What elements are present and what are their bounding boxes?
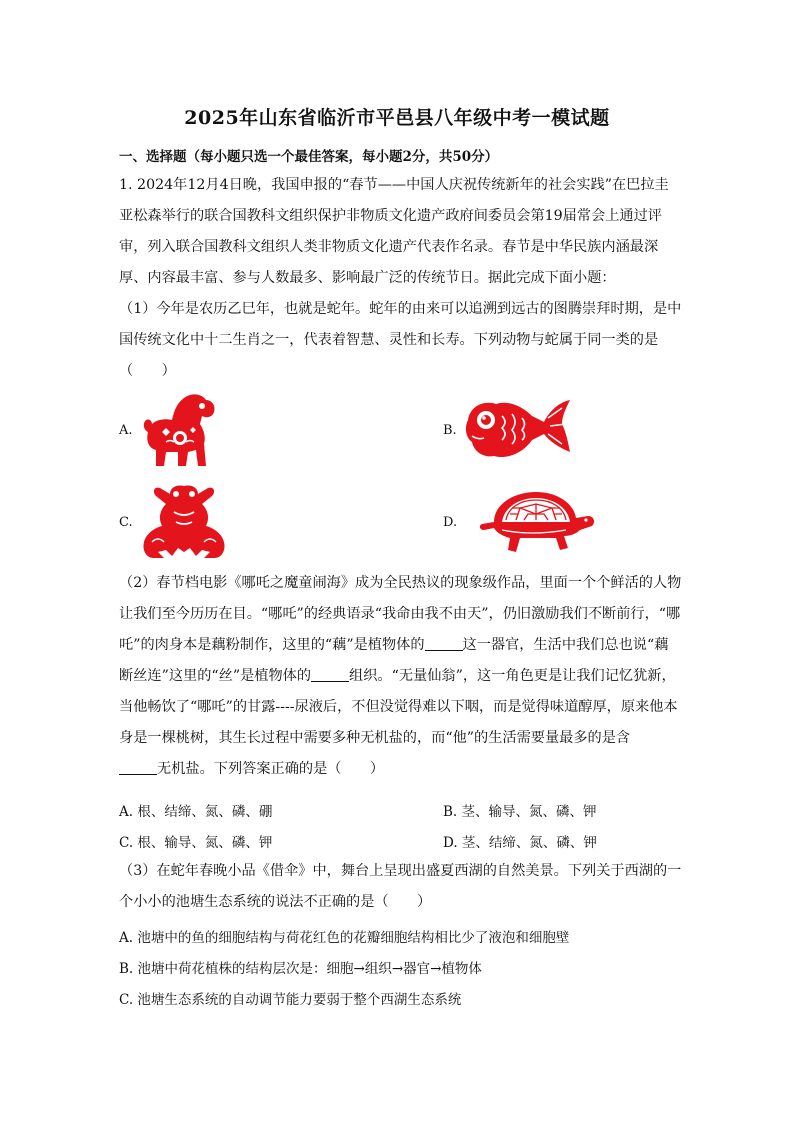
choice-a: A. 根、结缔、氮、磷、硼 [119,804,273,820]
text-segment: 吒”的肉身本是藕粉制作，这里的“藕”是植物体的 [119,637,425,653]
papercut-dog-image [140,392,220,470]
section-heading: 一、选择题（每小题只选一个最佳答案，每小题2分，共50分） [119,149,499,165]
option-b-label: B. [443,423,457,438]
choice-d: D. 茎、结缔、氮、磷、钾 [443,835,597,851]
choice-c: C. 池塘生态系统的自动调节能力要弱于整个西湖生态系统 [119,992,462,1008]
choice-b: B. 茎、输导、氮、磷、钾 [443,804,597,820]
text-line [119,754,679,785]
text-line: 国传统文化中十二生肖之一，代表着智慧、灵性和长寿。下列动物与蛇属于同一类的是 [119,332,659,348]
papercut-fish-image [462,396,574,464]
text-segment: 组织。“无量仙翁”，这一角色更是让我们记忆犹新， [349,668,676,684]
answer-blank [311,667,349,682]
question-1-intro [119,170,682,387]
text-line: 当他畅饮了“哪吒”的甘露----尿液后，不但没觉得难以下咽，而是觉得味道醇厚，原来他本 [119,699,678,715]
question-1-sub3 [119,856,682,918]
text-line: 1. 2024年12月4日晚，我国申报的“春节——中国人庆祝传统新年的社会实践”在巴拉圭 [119,177,669,193]
choice-c: C. 根、输导、氮、磷、钾 [119,835,273,851]
papercut-frog-image [138,482,230,564]
page-title: 2025年山东省临沂市平邑县八年级中考一模试题 [184,107,610,129]
text-line: （3）在蛇年春晚小品《借伞》中，舞台上呈现出盛夏西湖的自然美景。下列关于西湖的一 [119,863,682,879]
text-line: （2）春节档电影《哪吒之魔童闹海》成为全民热议的现象级作品，里面一个个鲜活的人物 [119,575,682,591]
option-c-label: C. [119,515,133,530]
text-line: （ ） [119,363,176,379]
text-line: 亚松森举行的联合国教科文组织保护非物质文化遗产政府间委员会第19届常会上通过评 [119,208,662,224]
text-line: （1）今年是农历乙巳年，也就是蛇年。蛇年的由来可以追溯到远古的图腾崇拜时期，是中 [119,301,682,317]
text-line: 厚、内容最丰富、参与人数最多、影响最广泛的传统节日。据此完成下面小题： [119,270,616,286]
text-segment: 断丝连”这里的“丝”是植物体的 [119,668,312,684]
question-1-sub2 [119,568,682,785]
text-line: 个小小的池塘生态系统的说法不正确的是（ ） [119,894,432,910]
answer-blank [119,760,157,775]
text-line: 审，列入联合国教科文组织人类非物质文化遗产代表作名录。春节是中华民族内涵最深 [119,239,659,255]
text-segment: 这一器官，生活中我们总也说“藕 [462,637,669,653]
text-line: 身是一棵桃树，其生长过程中需要多种无机盐的，而“他”的生活需要量最多的是含 [119,730,631,746]
text-segment: 无机盐。下列答案正确的是（ ） [157,761,385,777]
papercut-turtle-image [476,486,598,558]
option-a-label: A. [119,423,133,438]
text-line [119,630,679,661]
choice-b: B. 池塘中荷花植株的结构层次是：细胞→组织→器官→植物体 [119,961,482,977]
text-line: 让我们至今历历在目。“哪吒”的经典语录“我命由我不由天”，仍旧激励我们不断前行，“哪 [119,606,681,622]
option-d-label: D. [443,515,458,530]
text-line [119,661,679,692]
answer-blank [425,636,463,651]
choice-a: A. 池塘中的鱼的细胞结构与荷花红色的花瓣细胞结构相比少了液泡和细胞壁 [119,930,570,946]
